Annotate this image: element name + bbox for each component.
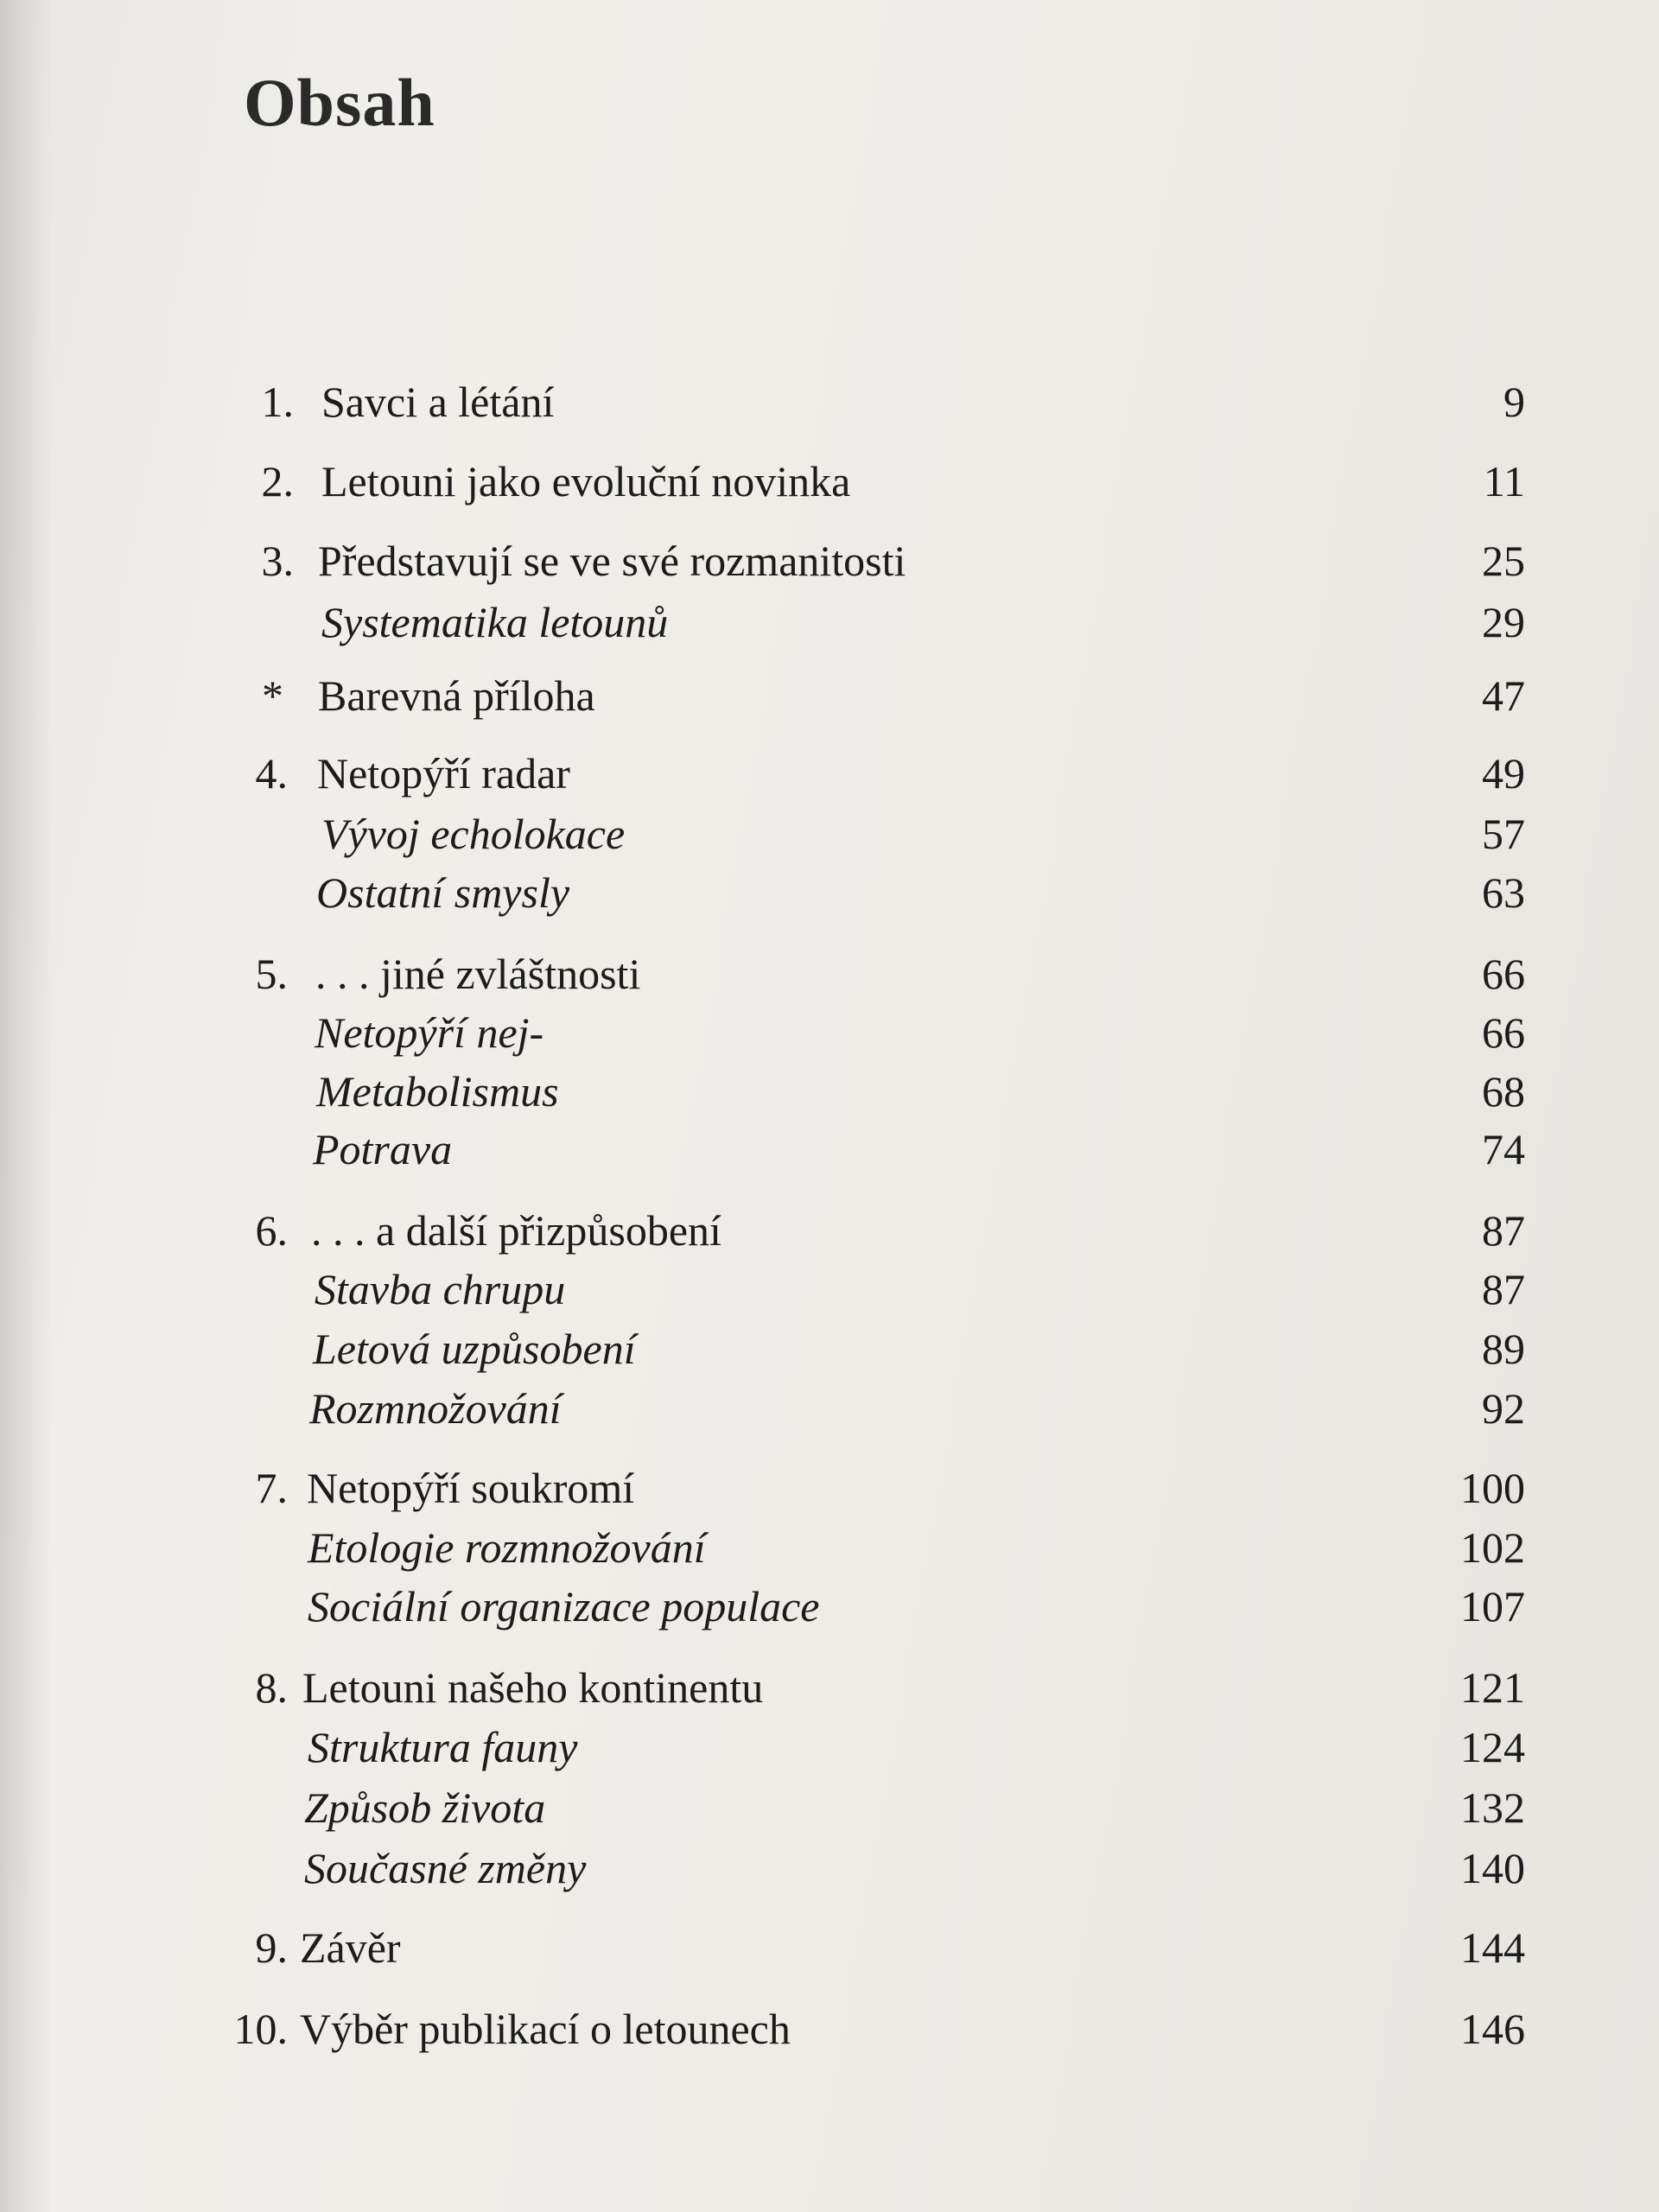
toc-entry-title: Představují se ve své rozmanitosti <box>318 537 906 585</box>
toc-entry-page-number: 66 <box>1482 1008 1525 1057</box>
toc-subentry <box>0 596 1659 648</box>
toc-entry <box>0 747 1659 799</box>
toc-entry-number: 3. <box>261 537 294 585</box>
toc-entry-page-number: 47 <box>1482 671 1525 720</box>
toc-entry-page-number: 102 <box>1460 1523 1525 1572</box>
toc-entry-number: 1. <box>261 378 294 426</box>
toc-entry-page-number: 11 <box>1483 457 1525 505</box>
toc-entry-page-number: 89 <box>1482 1325 1525 1373</box>
toc-entry-number: 8. <box>255 1663 288 1712</box>
toc-entry-title: . . . a další přizpůsobení <box>311 1206 721 1255</box>
toc-entry-page-number: 132 <box>1460 1783 1525 1832</box>
toc-entry-page-number: 87 <box>1482 1206 1525 1255</box>
toc-subentry <box>0 1123 1659 1175</box>
toc-entry <box>0 455 1659 507</box>
toc-entry-page-number: 57 <box>1482 810 1525 858</box>
toc-entry-title: Sociální organizace populace <box>308 1582 820 1630</box>
toc-entry-title: Závěr <box>300 1923 401 1972</box>
toc-subentry <box>0 1782 1659 1834</box>
toc-entry <box>0 1462 1659 1514</box>
toc-entry-title: Ostatní smysly <box>316 868 570 917</box>
toc-subentry <box>0 1721 1659 1773</box>
toc-entry-title: Letouni našeho kontinentu <box>302 1663 764 1712</box>
toc-entry <box>0 1922 1659 1974</box>
toc-entry-title: Stavba chrupu <box>315 1265 566 1313</box>
toc-entry-title: Metabolismus <box>316 1067 559 1116</box>
toc-entry-title: Rozmnožování <box>309 1384 562 1433</box>
toc-entry <box>0 376 1659 428</box>
toc-entry-title: Způsob života <box>304 1783 546 1832</box>
page-title: Obsah <box>244 65 435 141</box>
toc-entry-title: Struktura fauny <box>308 1723 578 1771</box>
toc-subentry <box>0 1842 1659 1894</box>
toc-entry-page-number: 144 <box>1460 1923 1525 1972</box>
toc-entry-title: Výběr publikací o letounech <box>300 2005 791 2053</box>
toc-entry-title: Systematika letounů <box>321 598 669 646</box>
toc-entry-title: Současné změny <box>304 1844 587 1892</box>
toc-entry-page-number: 63 <box>1482 868 1525 917</box>
toc-entry-number: 4. <box>255 749 288 798</box>
toc-entry-title: . . . jiné zvláštnosti <box>315 950 641 998</box>
toc-entry-page-number: 66 <box>1482 950 1525 998</box>
toc-entry-number: * <box>262 671 283 720</box>
toc-entry-title: Letouni jako evoluční novinka <box>321 457 851 505</box>
toc-entry-number: 5. <box>255 950 288 998</box>
toc-subentry <box>0 1580 1659 1632</box>
toc-entry-page-number: 124 <box>1460 1723 1525 1771</box>
toc-entry-title: Netopýří radar <box>317 749 570 798</box>
toc-entry-page-number: 68 <box>1482 1067 1525 1116</box>
toc-entry-page-number: 74 <box>1482 1125 1525 1173</box>
toc-entry-page-number: 25 <box>1482 537 1525 585</box>
toc-entry-number: 10. <box>233 2005 288 2053</box>
toc-entry-title: Letová uzpůsobení <box>313 1325 636 1373</box>
toc-entry-page-number: 100 <box>1460 1464 1525 1512</box>
toc-entry-number: 2. <box>261 457 294 505</box>
toc-subentry <box>0 1522 1659 1573</box>
toc-entry <box>0 948 1659 1000</box>
toc-subentry <box>0 1263 1659 1315</box>
toc-entry-page-number: 87 <box>1482 1265 1525 1313</box>
toc-entry-page-number: 107 <box>1460 1582 1525 1630</box>
toc-entry <box>0 1662 1659 1713</box>
toc-entry-page-number: 140 <box>1460 1844 1525 1892</box>
toc-entry-page-number: 146 <box>1460 2005 1525 2053</box>
toc-subentry <box>0 867 1659 918</box>
toc-entry-page-number: 9 <box>1503 378 1525 426</box>
toc-entry-title: Netopýří nej- <box>315 1008 544 1057</box>
toc-entry <box>0 535 1659 587</box>
toc-entry-page-number: 49 <box>1482 749 1525 798</box>
toc-entry-title: Savci a létání <box>321 378 555 426</box>
toc-entry-title: Netopýří soukromí <box>307 1464 635 1512</box>
toc-entry-page-number: 92 <box>1482 1384 1525 1433</box>
toc-entry-number: 7. <box>255 1464 288 1512</box>
toc-entry-number: 6. <box>255 1206 288 1255</box>
toc-subentry <box>0 1323 1659 1375</box>
toc-entry-page-number: 29 <box>1482 598 1525 646</box>
toc-subentry <box>0 808 1659 860</box>
toc-entry <box>0 1205 1659 1256</box>
toc-entry-title: Etologie rozmnožování <box>308 1523 706 1572</box>
toc-entry-title: Vývoj echolokace <box>321 810 626 858</box>
toc-subentry <box>0 1065 1659 1117</box>
toc-subentry <box>0 1382 1659 1434</box>
toc-entry-title: Barevná příloha <box>318 671 595 720</box>
toc-subentry <box>0 1007 1659 1058</box>
toc-entry <box>0 2003 1659 2055</box>
toc-entry <box>0 670 1659 721</box>
toc-entry-title: Potrava <box>313 1125 453 1173</box>
toc-entry-number: 9. <box>255 1923 288 1972</box>
toc-entry-page-number: 121 <box>1460 1663 1525 1712</box>
